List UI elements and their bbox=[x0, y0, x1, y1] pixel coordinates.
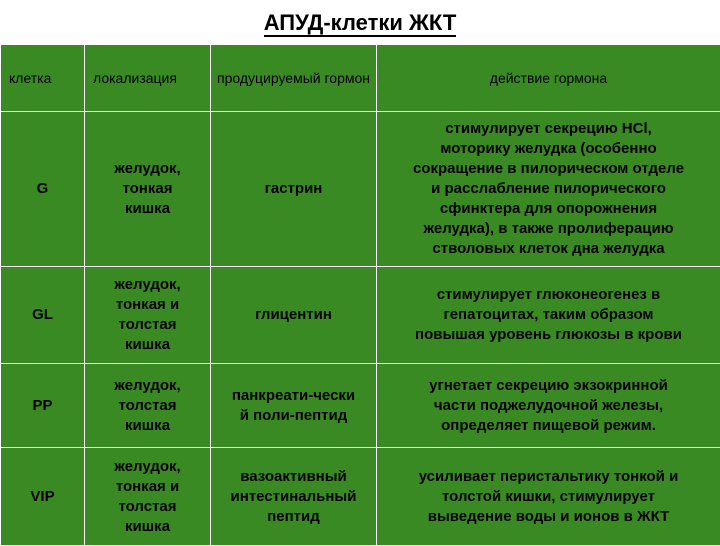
cell-location: желудок, тонкая кишка bbox=[85, 112, 211, 267]
cell-hormone: вазоактивный интестинальный пептид bbox=[211, 448, 377, 546]
cell-type: PP bbox=[1, 364, 85, 448]
cell-location: желудок, толстая кишка bbox=[85, 364, 211, 448]
header-action: действие гормона bbox=[377, 45, 720, 112]
page-title bbox=[0, 8, 720, 38]
table-row bbox=[1, 364, 720, 448]
cell-action: угнетает секрецию экзокринной части поджелудочной железы, определяет пищевой режим. bbox=[377, 364, 720, 448]
table-row bbox=[1, 112, 720, 267]
header-location: локализация bbox=[85, 45, 211, 112]
title-text: АПУД-клетки ЖКТ bbox=[264, 10, 457, 37]
table-row bbox=[1, 448, 720, 546]
cell-type: G bbox=[1, 112, 85, 267]
cell-type: VIP bbox=[1, 448, 85, 546]
header-hormone: продуцируемый гормон bbox=[211, 45, 377, 112]
table-row bbox=[1, 267, 720, 364]
apud-cells-table bbox=[0, 44, 720, 546]
header-cell-type: клетка bbox=[1, 45, 85, 112]
cell-hormone: гастрин bbox=[211, 112, 377, 267]
header-row bbox=[1, 45, 720, 112]
cell-action: стимулирует глюконеогенез в гепатоцитах, таким образом повышая уровень глюкозы в крови bbox=[377, 267, 720, 364]
cell-location: желудок, тонкая и толстая кишка bbox=[85, 267, 211, 364]
cell-hormone: панкреати-чески й поли-пептид bbox=[211, 364, 377, 448]
cell-location: желудок, тонкая и толстая кишка bbox=[85, 448, 211, 546]
cell-action: стимулирует секрецию HCl, моторику желудка (особенно сокращение в пилорическом отделе и расслабление пилорического сфинктера для опорожнения желудка), в также пролиферацию стволовых клеток дна желудка bbox=[377, 112, 720, 267]
cell-hormone: глицентин bbox=[211, 267, 377, 364]
cell-action: усиливает перистальтику тонкой и толстой кишки, стимулирует выведение воды и ионов в ЖКТ bbox=[377, 448, 720, 546]
cell-type: GL bbox=[1, 267, 85, 364]
